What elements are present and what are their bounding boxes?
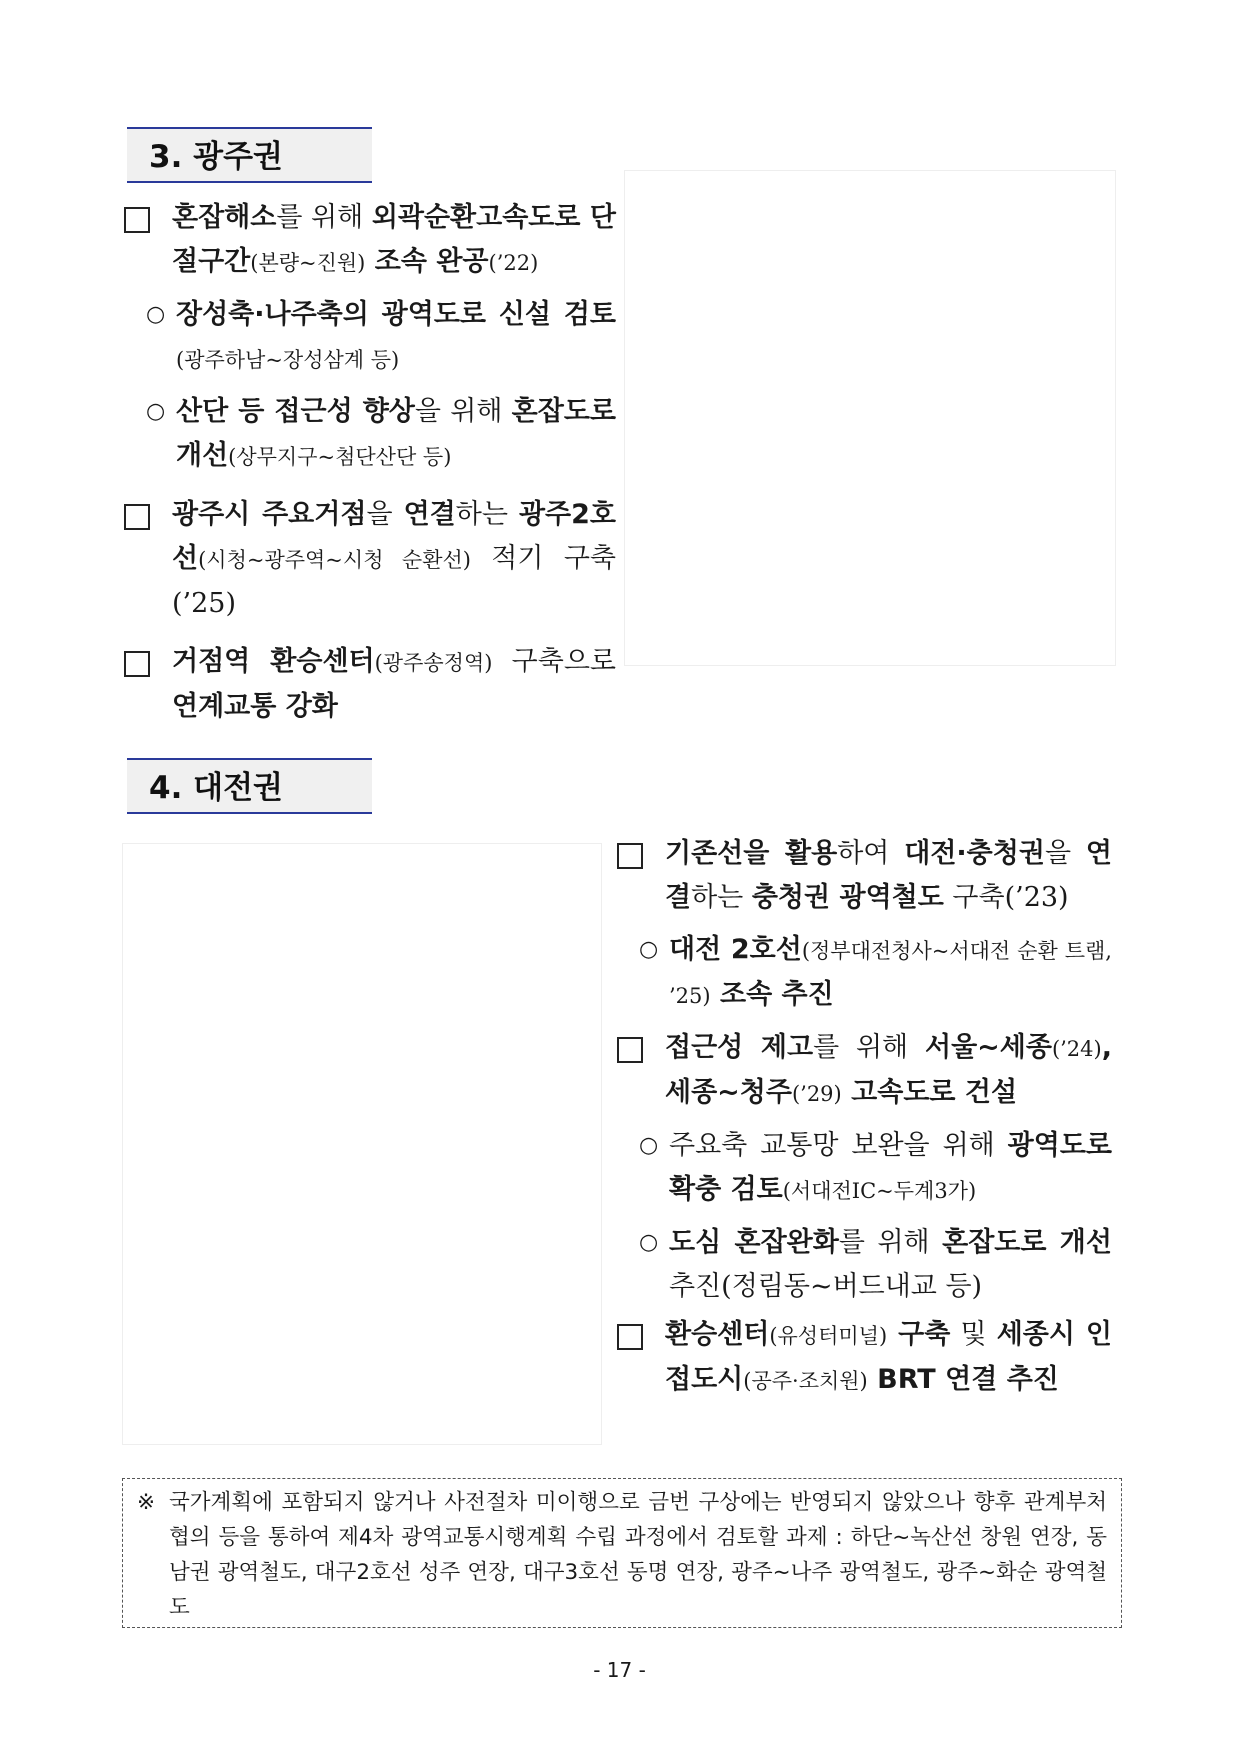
gwangju-content — [124, 196, 616, 729]
daejeon-item-3: 환승센터(유성터미널) 구축 및 세종시 인접도시(공주·조치원) BRT 연결 추진 — [665, 1319, 1112, 1395]
daejeon-subitem-2: ○ 주요축 교통망 보완을 위해 광역도로 확충 검토(서대전IC~두계3가) — [617, 1124, 1112, 1213]
daejeon-subitem-3: ○ 도심 혼잡완화를 위해 혼잡도로 개선 추진(정림동~버드내교 등) — [617, 1221, 1112, 1309]
daejeon-content — [617, 832, 1112, 1403]
footnote-text: 국가계획에 포함되지 않거나 사전절차 미이행으로 금번 구상에는 반영되지 않았으나 향후 관계부처 협의 등을 통하여 제4차 광역교통시행계획 수립 과정에서 검토할 과제 : 하단~녹산선 창원 연장, 동남권 광역철도, 대구2호선 성주 연장, 대구3호선 동명 연장, 광주~나주 광역철도, 광주~화순 광역철도 — [169, 1490, 1107, 1620]
gwangju-subitem-1: ○ 장성축·나주축의 광역도로 신설 검토(광주하남~장성삼계 등) — [124, 293, 616, 382]
section-title-gwangju: 3. 광주권 — [127, 127, 372, 183]
daejeon-item-1: 기존선을 활용하여 대전·충청권을 연결하는 충청권 광역철도 구축(’23) — [665, 838, 1112, 913]
page-number: - 17 - — [593, 1658, 646, 1682]
daejeon-subitem-1: ○ 대전 2호선(정부대전청사~서대전 순환 트램, ’25) 조속 추진 — [617, 928, 1112, 1018]
circle-bullet-icon: ○ — [639, 937, 659, 962]
section-title-daejeon: 4. 대전권 — [127, 758, 372, 814]
daejeon-map-image — [122, 843, 602, 1445]
circle-bullet-icon: ○ — [639, 1230, 659, 1255]
gwangju-item-1: 혼잡해소를 위해 외곽순환고속도로 단절구간(본량~진원) 조속 완공(’22) — [172, 202, 616, 277]
gwangju-item-2: 광주시 주요거점을 연결하는 광주2호선(시청~광주역~시청 순환선) 적기 구축(’25) — [172, 499, 616, 619]
reference-mark-icon: ※ — [137, 1490, 156, 1515]
gwangju-map-image — [624, 170, 1116, 666]
circle-bullet-icon: ○ — [146, 302, 166, 327]
circle-bullet-icon: ○ — [146, 399, 166, 424]
gwangju-item-3: 거점역 환승센터(광주송정역) 구축으로 연계교통 강화 — [172, 646, 616, 722]
gwangju-subitem-2: ○ 산단 등 접근성 향상을 위해 혼잡도로 개선(상무지구~첨단산단 등) — [124, 390, 616, 479]
daejeon-item-2: 접근성 제고를 위해 서울~세종(’24), 세종~청주(’29) 고속도로 건설 — [665, 1032, 1112, 1108]
footnote-box — [122, 1478, 1122, 1628]
circle-bullet-icon: ○ — [639, 1133, 659, 1158]
